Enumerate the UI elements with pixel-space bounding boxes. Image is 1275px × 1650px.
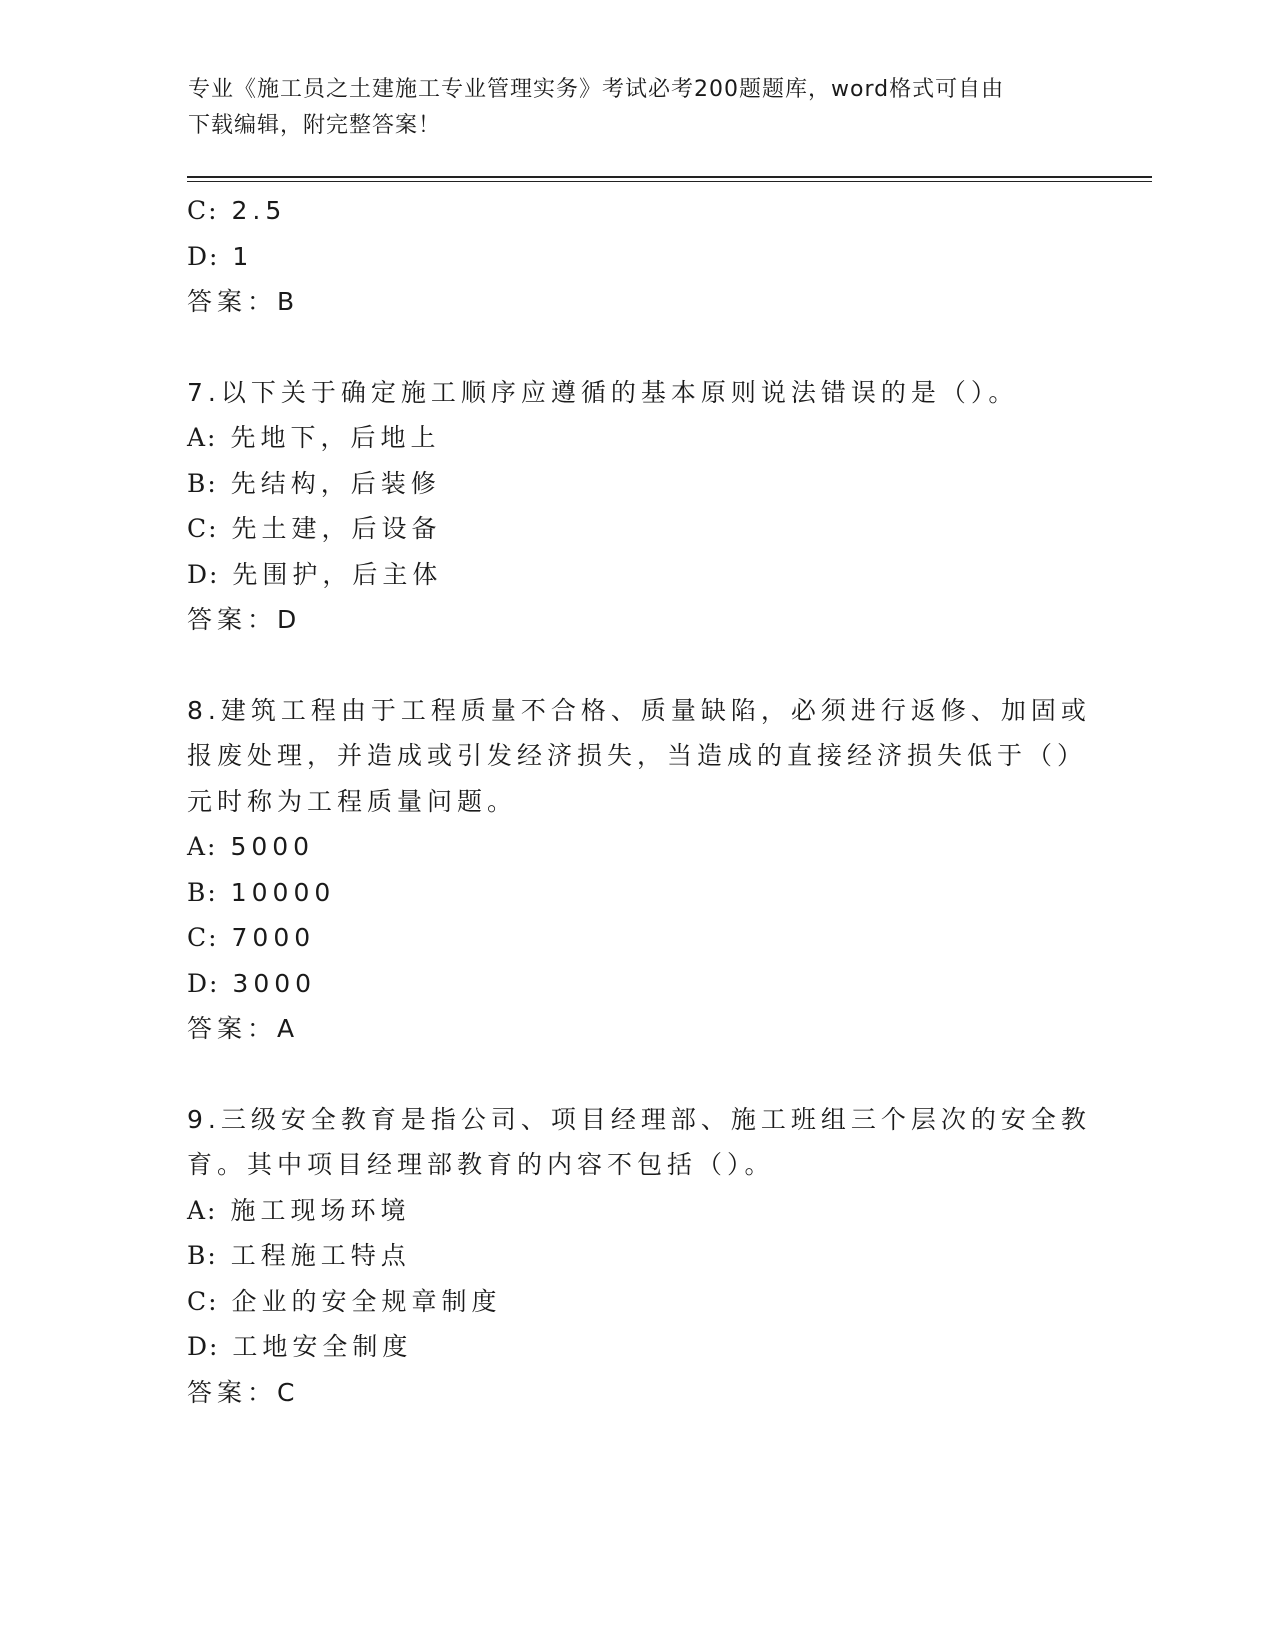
question-spacer bbox=[187, 325, 1077, 370]
document-header bbox=[188, 72, 1068, 144]
option-c bbox=[187, 1279, 1077, 1325]
option-prefix: C: bbox=[187, 1286, 219, 1316]
header-divider-thin bbox=[187, 181, 1152, 182]
answer-line bbox=[187, 279, 1077, 325]
option-text: 工地安全制度 bbox=[232, 1332, 413, 1361]
option-d bbox=[187, 552, 1077, 598]
answer-label: 答案： bbox=[187, 605, 278, 634]
question-text-line: 报废处理，并造成或引发经济损失，当造成的直接经济损失低于（） bbox=[187, 741, 1088, 770]
option-prefix: B: bbox=[187, 877, 218, 907]
option-prefix: B: bbox=[187, 468, 218, 498]
option-b bbox=[187, 1233, 1077, 1279]
option-text: 先结构，后装修 bbox=[230, 468, 441, 498]
question-spacer bbox=[187, 1052, 1077, 1097]
answer-value: A bbox=[277, 1014, 295, 1043]
option-text: 工程施工特点 bbox=[230, 1241, 411, 1270]
option-prefix: D: bbox=[187, 241, 220, 271]
question-text: 7.以下关于确定施工顺序应遵循的基本原则说法错误的是（）。 bbox=[187, 377, 1019, 407]
question-block-6 bbox=[187, 188, 1077, 325]
option-text: 先土建，后设备 bbox=[231, 514, 442, 543]
header-divider-thick bbox=[187, 176, 1152, 178]
option-prefix: C: bbox=[187, 514, 219, 543]
answer-line bbox=[187, 597, 1077, 643]
option-a bbox=[187, 1188, 1077, 1234]
question-block-7 bbox=[187, 370, 1077, 643]
option-c bbox=[187, 506, 1077, 552]
option-text: 2.5 bbox=[231, 196, 287, 225]
option-a bbox=[187, 824, 1077, 870]
answer-label: 答案： bbox=[187, 287, 278, 316]
option-prefix: C: bbox=[187, 196, 219, 225]
option-text: 1 bbox=[232, 241, 254, 271]
answer-value: D bbox=[277, 605, 297, 634]
option-c bbox=[187, 188, 1077, 234]
option-prefix: A: bbox=[187, 423, 218, 452]
option-prefix: C: bbox=[187, 923, 219, 952]
option-c bbox=[187, 915, 1077, 961]
answer-value: C bbox=[277, 1377, 295, 1407]
option-prefix: D: bbox=[187, 559, 220, 589]
option-b bbox=[187, 461, 1077, 507]
option-prefix: D: bbox=[187, 968, 220, 998]
question-text-line: 9.三级安全教育是指公司、项目经理部、施工班组三个层次的安全教 bbox=[187, 1104, 1091, 1134]
option-prefix: A: bbox=[187, 1195, 218, 1225]
option-text: 10000 bbox=[230, 877, 336, 907]
answer-label: 答案： bbox=[187, 1377, 278, 1407]
option-text: 7000 bbox=[231, 923, 316, 952]
answer-label: 答案： bbox=[187, 1014, 278, 1043]
question-list bbox=[187, 188, 1091, 1415]
answer-line bbox=[187, 1370, 1077, 1416]
option-text: 先围护，后主体 bbox=[232, 559, 443, 589]
question-block-8 bbox=[187, 688, 1091, 1052]
header-title-line-1: 专业《施工员之土建施工专业管理实务》考试必考200题题库，word格式可自由 bbox=[188, 77, 1005, 102]
header-title-line-2: 下载编辑，附完整答案！ bbox=[188, 113, 442, 138]
question-block-9 bbox=[187, 1097, 1091, 1416]
option-prefix: D: bbox=[187, 1332, 220, 1361]
option-d bbox=[187, 961, 1077, 1007]
answer-value: B bbox=[277, 287, 295, 316]
question-text-line: 元时称为工程质量问题。 bbox=[187, 786, 518, 816]
option-text: 5000 bbox=[230, 832, 315, 861]
option-prefix: B: bbox=[187, 1241, 218, 1270]
question-text-line: 8.建筑工程由于工程质量不合格、质量缺陷，必须进行返修、加固或 bbox=[187, 695, 1091, 725]
option-a bbox=[187, 415, 1077, 461]
option-text: 先地下，后地上 bbox=[230, 423, 441, 452]
option-text: 3000 bbox=[232, 968, 317, 998]
question-text-line: 育。其中项目经理部教育的内容不包括（）。 bbox=[187, 1150, 775, 1179]
option-text: 施工现场环境 bbox=[230, 1195, 411, 1225]
answer-line bbox=[187, 1006, 1077, 1052]
option-d bbox=[187, 1324, 1077, 1370]
option-d bbox=[187, 234, 1077, 280]
question-spacer bbox=[187, 643, 1077, 688]
option-text: 企业的安全规章制度 bbox=[231, 1286, 502, 1316]
option-prefix: A: bbox=[187, 832, 218, 861]
option-b bbox=[187, 870, 1077, 916]
